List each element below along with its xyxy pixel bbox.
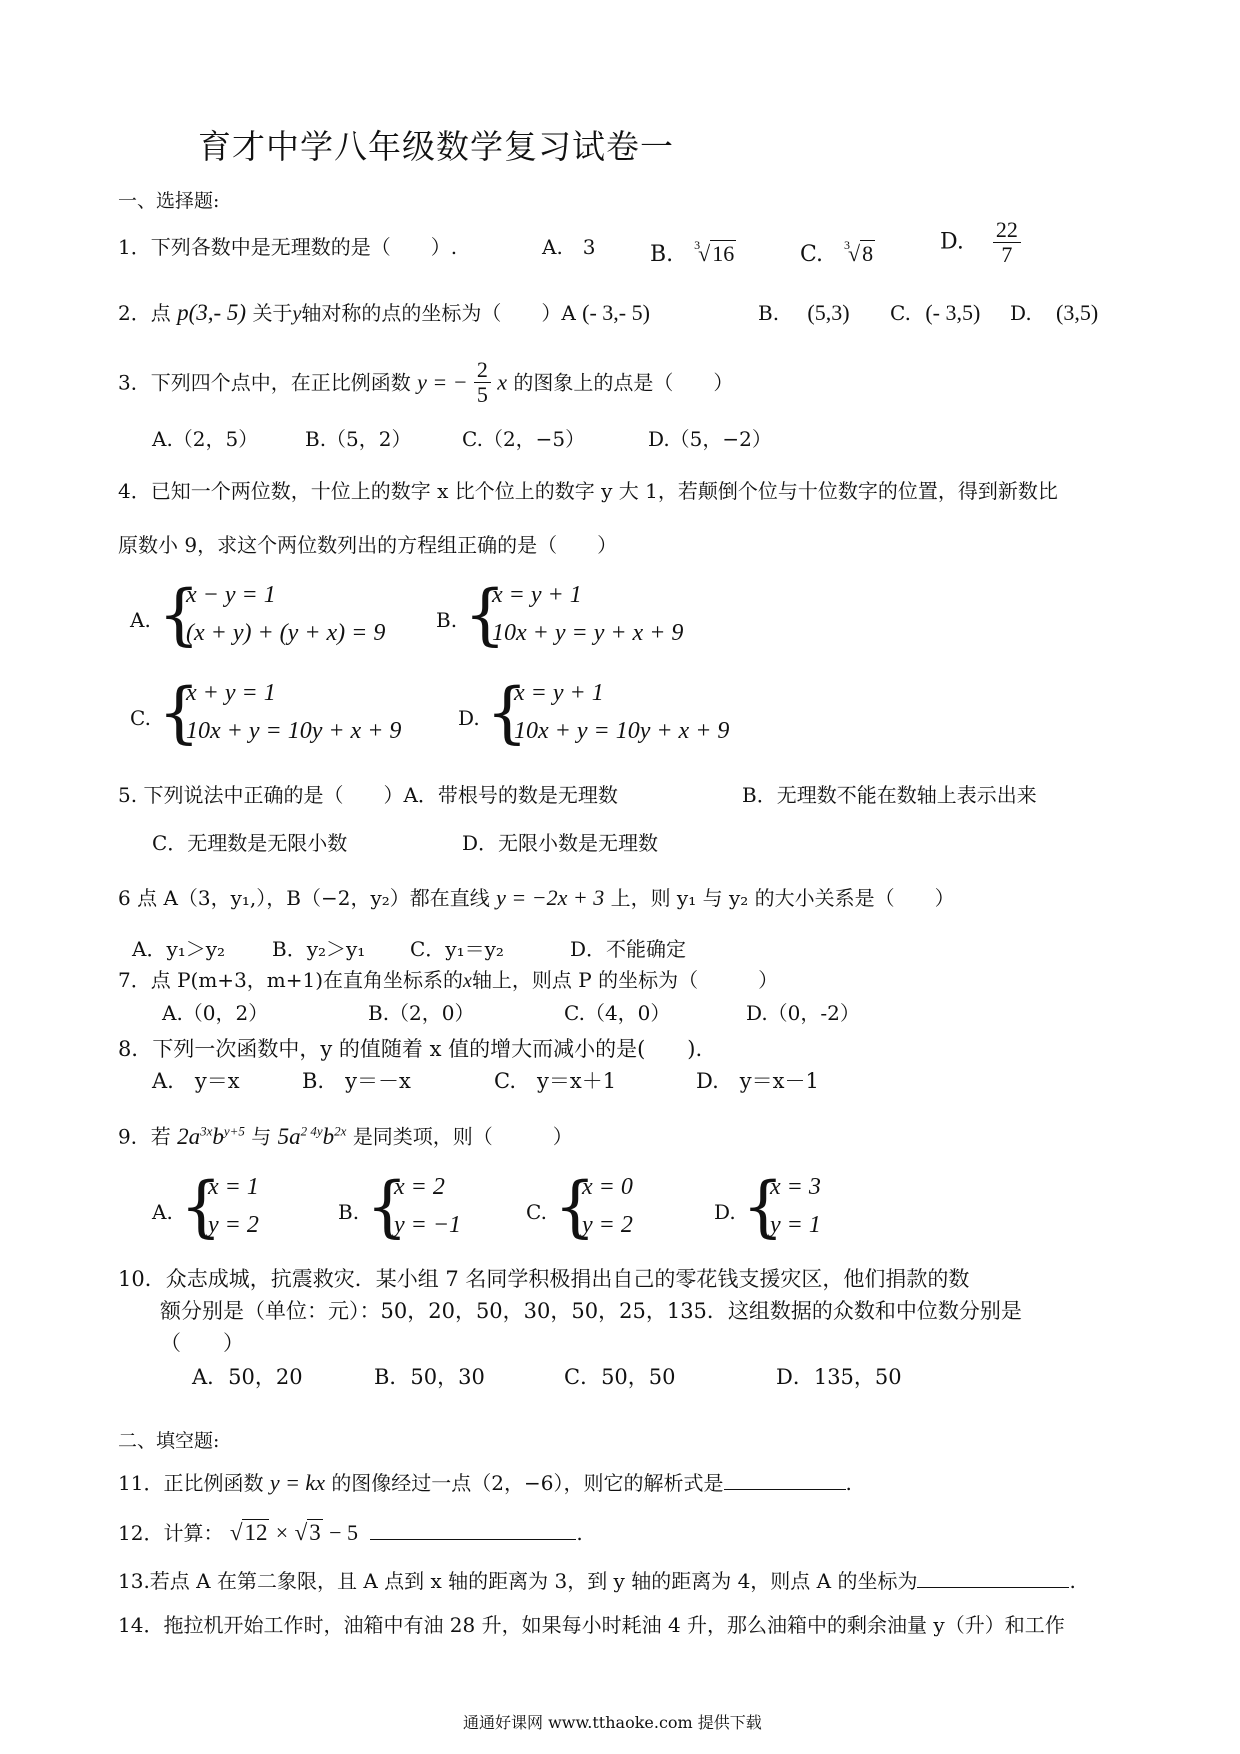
q3-option-a: A.（2，5） xyxy=(152,427,259,451)
q3-option-b: B.（5，2） xyxy=(305,427,412,451)
q10-option-c: C．50，50 xyxy=(564,1365,676,1389)
q6-option-a: A．y₁＞y₂ xyxy=(132,937,226,961)
question-4-line-2: 原数小 9，求这个两位数列出的方程组正确的是（ ） xyxy=(118,533,618,557)
q1-option-c: C. $^3$√8 xyxy=(800,238,874,267)
question-3: 3．下列四个点中，在正比例函数 y = − $\frac{2}{5}$ x 的图象上的点是（ ） xyxy=(118,357,734,407)
q7-option-a: A.（0，2） xyxy=(162,1001,269,1025)
q2-option-b: B. (5,3) xyxy=(758,300,850,325)
q7-option-b: B.（2，0） xyxy=(368,1001,475,1025)
q2-option-d: D. (3,5) xyxy=(1010,300,1099,325)
question-4-line-1: 4．已知一个两位数，十位上的数字 x 比个位上的数字 y 大 1，若颠倒个位与十位数字的位置，得到新数比 xyxy=(118,479,1058,503)
q11-answer-blank[interactable] xyxy=(724,1487,846,1490)
q5-option-d: D．无限小数是无理数 xyxy=(462,831,659,855)
q1-option-b: B. $^3$√16 xyxy=(650,238,735,267)
q4-option-d: D. { x = y + 1 10x + y = 10y + x + 9 xyxy=(458,674,730,751)
q2-option-c: C. (- 3,5) xyxy=(890,300,981,325)
q4-option-b: B. { x = y + 1 10x + y = y + x + 9 xyxy=(436,576,684,653)
q8-option-d: D. y＝x－1 xyxy=(696,1069,819,1093)
question-11: 11．正比例函数 y = kx 的图像经过一点（2，−6），则它的解析式是 . xyxy=(118,1470,852,1495)
q8-option-c: C. y＝x＋1 xyxy=(494,1069,617,1093)
q5-option-c: C．无理数是无限小数 xyxy=(152,831,348,855)
question-2: 2．点 p(3,- 5) 关于y轴对称的点的坐标为（ ）A (- 3,- 5) xyxy=(118,300,650,325)
q10-option-a: A．50，20 xyxy=(192,1365,303,1389)
q1-stem: 1．下列各数中是无理数的是（ ）. xyxy=(118,235,458,259)
q8-option-b: B. y＝－x xyxy=(302,1069,411,1093)
question-7: 7．点 P(m+3，m+1)在直角坐标系的x轴上，则点 P 的坐标为（ ） xyxy=(118,968,779,992)
question-9: 9．若 $2a^{3x}b^{y+5}$ 与 $5a^{2 4y}b^{2x}$ 是同类项，则（ ） xyxy=(118,1123,573,1149)
q3-option-d: D.（5，−2） xyxy=(648,427,772,451)
q6-option-d: D．不能确定 xyxy=(570,937,687,961)
q10-option-d: D．135，50 xyxy=(776,1365,902,1389)
q1-option-d: D. $\frac{22}{7}$ xyxy=(940,218,1021,267)
question-6: 6 点 A（3，y₁,），B（−2，y₂）都在直线 y = −2x + 3 上，则 y₁ 与 y₂ 的大小关系是（ ） xyxy=(118,885,955,910)
question-10-line-3: （ ） xyxy=(160,1331,244,1355)
question-10-line-1: 10．众志成城，抗震救灾．某小组 7 名同学积极捐出自己的零花钱支援灾区，他们捐款的数 xyxy=(118,1267,970,1291)
question-8: 8．下列一次函数中，y 的值随着 x 值的增大而减小的是( ). xyxy=(118,1037,703,1061)
q5-option-b: B．无理数不能在数轴上表示出来 xyxy=(742,783,1037,807)
q3-option-c: C.（2，−5） xyxy=(462,427,586,451)
q12-answer-blank[interactable] xyxy=(370,1537,576,1540)
question-13: 13.若点 A 在第二象限，且 A 点到 x 轴的距离为 3，到 y 轴的距离为 4，则点 A 的坐标为 . xyxy=(118,1569,1076,1593)
question-14: 14．拖拉机开始工作时，油箱中有油 28 升，如果每小时耗油 4 升，那么油箱中的剩余油量 y（升）和工作 xyxy=(118,1613,1065,1637)
section-choice-heading: 一、选择题: xyxy=(118,190,220,212)
q7-option-c: C.（4，0） xyxy=(564,1001,671,1025)
q9-option-b: B. { x = 2 y = −1 xyxy=(338,1168,462,1245)
q4-option-c: C. { x + y = 1 10x + y = 10y + x + 9 xyxy=(130,674,402,751)
q9-option-c: C. { x = 0 y = 2 xyxy=(526,1168,633,1245)
q8-option-a: A. y＝x xyxy=(152,1069,240,1093)
page-title: 育才中学八年级数学复习试卷一 xyxy=(198,127,674,166)
q10-option-b: B．50，30 xyxy=(374,1365,485,1389)
q13-answer-blank[interactable] xyxy=(917,1585,1069,1588)
question-10-line-2: 额分别是（单位：元）：50，20，50，30，50，25，135．这组数据的众数和中位数分别是 xyxy=(160,1299,1022,1323)
q9-option-a: A. { x = 1 y = 2 xyxy=(152,1168,259,1245)
footer-source: 通通好课网 www.tthaoke.com 提供下载 xyxy=(463,1713,762,1732)
question-1 xyxy=(118,234,457,260)
q7-option-d: D.（0，-2） xyxy=(746,1001,860,1025)
question-5: 5. 下列说法中正确的是（ ）A．带根号的数是无理数 xyxy=(118,783,618,807)
q9-option-d: D. { x = 3 y = 1 xyxy=(714,1168,821,1245)
section-fill-heading: 二、填空题: xyxy=(118,1430,220,1452)
question-12: 12．计算： √12 × √3 − 5 . xyxy=(118,1520,583,1545)
q6-option-c: C．y₁＝y₂ xyxy=(410,937,504,961)
q1-option-a: A. 3 xyxy=(542,235,596,259)
q4-option-a: A. { x − y = 1 (x + y) + (y + x) = 9 xyxy=(130,576,386,653)
q6-option-b: B．y₂＞y₁ xyxy=(272,937,366,961)
